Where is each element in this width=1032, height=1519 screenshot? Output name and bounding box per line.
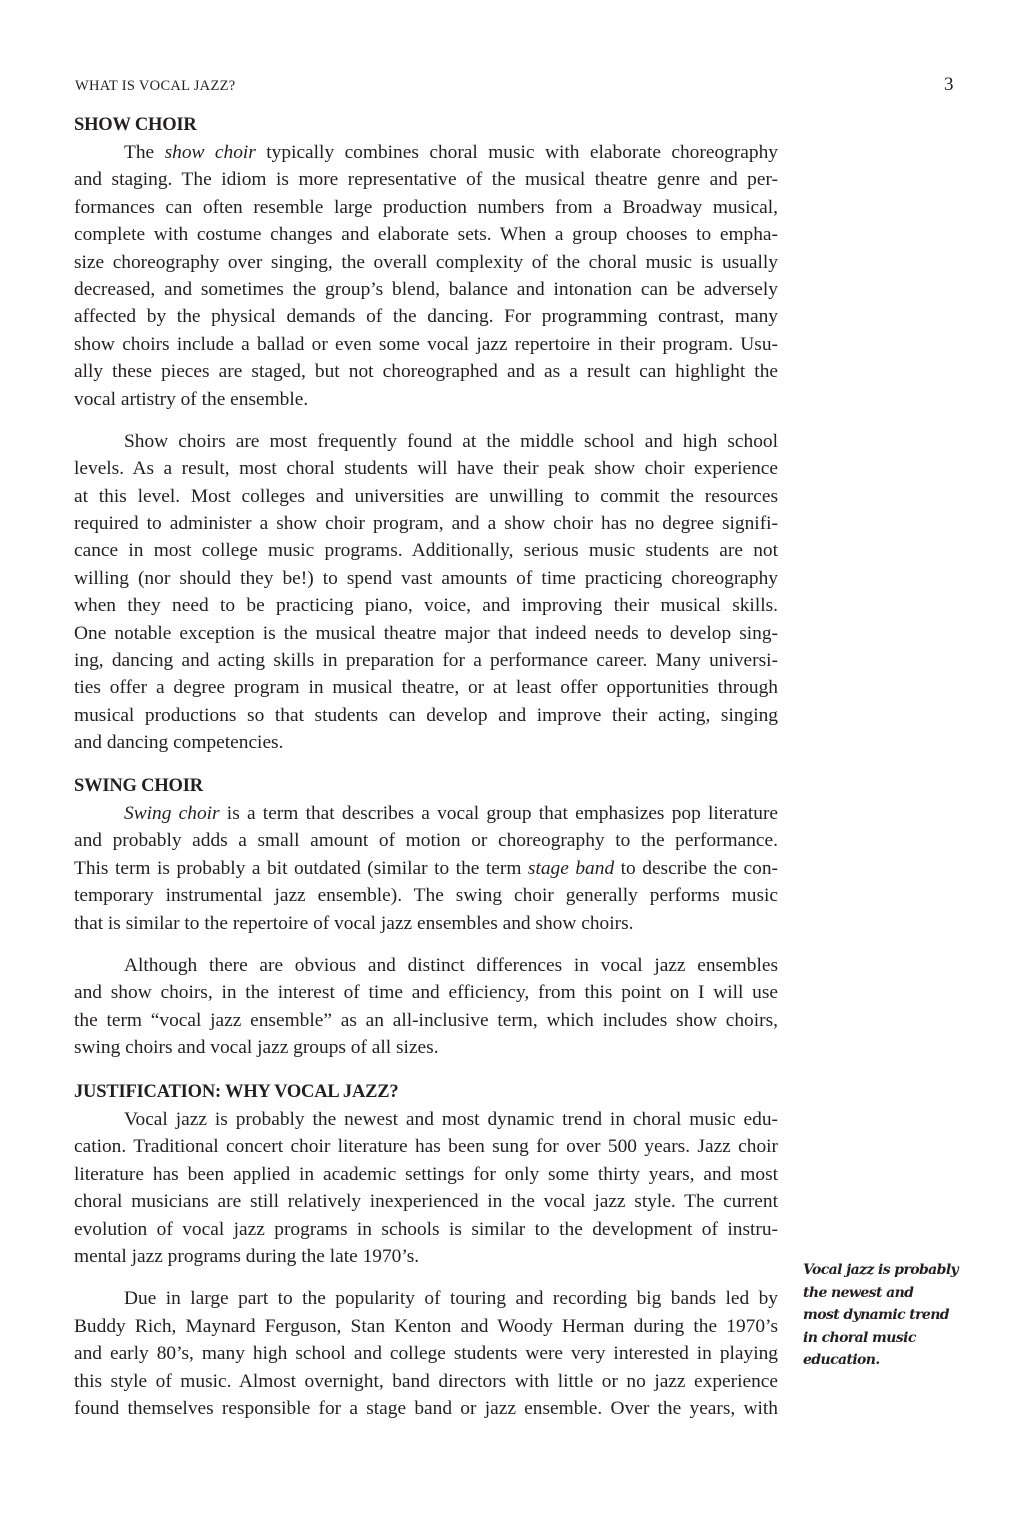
text-line [74, 1313, 778, 1340]
text-run: levels. As a result, most choral students will have their peak show choir experience [74, 458, 778, 480]
text-run: vocal artistry of the ensemble. [74, 388, 309, 410]
italic-term: show choir [164, 142, 256, 163]
text-run: complete with costume changes and elaborate sets. When a group chooses to empha- [74, 224, 778, 246]
paragraph [74, 952, 778, 1062]
page-number: 3 [944, 74, 954, 95]
section-justification [74, 1079, 778, 1422]
text-run: at this level. Most colleges and universities are unwilling to commit the resources [74, 485, 778, 507]
text-line [74, 1368, 778, 1395]
text-line [74, 358, 778, 385]
text-line [74, 647, 778, 674]
text-line [74, 1395, 778, 1422]
text-line [74, 166, 778, 193]
text-run: formances can often resemble large production numbers from a Broadway musical, [74, 196, 778, 218]
text-line [74, 952, 778, 979]
paragraph [74, 1285, 778, 1422]
text-line [74, 331, 778, 358]
text-line [74, 1007, 778, 1034]
text-line [74, 455, 778, 482]
section-heading: SHOW CHOIR [74, 115, 197, 135]
paragraph [74, 139, 778, 413]
paragraph [74, 800, 778, 937]
text-run: cance in most college music programs. Additionally, serious music students are not [74, 540, 778, 562]
text-run: musical productions so that students can develop and improve their acting, singing [74, 704, 778, 726]
text-line [74, 1106, 778, 1133]
text-line [74, 855, 778, 882]
text-line [74, 428, 778, 455]
text-run: The [124, 142, 165, 163]
text-run: size choreography over singing, the overall complexity of the choral music is usually [74, 251, 778, 273]
text-line [74, 194, 778, 221]
text-run: and probably adds a small amount of motion or choreography to the performance. [74, 830, 778, 852]
text-run: and early 80’s, many high school and college students were very interested in playing [74, 1343, 778, 1365]
text-line [74, 303, 778, 330]
text-run: Buddy Rich, Maynard Ferguson, Stan Kenton and Woody Herman during the 1970’s [74, 1315, 778, 1337]
text-line [74, 1216, 778, 1243]
text-line [74, 139, 778, 166]
text-line [74, 702, 778, 729]
text-run: typically combines choral music with elaborate choreography [255, 142, 778, 163]
text-line [74, 1161, 778, 1188]
section-show-choir [74, 112, 778, 757]
text-line [74, 1285, 778, 1312]
text-run: ally these pieces are staged, but not choreographed and as a result can highlight the [74, 361, 778, 383]
text-run: show choirs include a ballad or even some vocal jazz repertoire in their program. Usu- [74, 333, 778, 355]
paragraph [74, 1106, 778, 1270]
section-heading: JUSTIFICATION: WHY VOCAL JAZZ? [74, 1082, 399, 1102]
text-run: ties offer a degree program in musical theatre, or at least offer opportunities through [74, 677, 778, 699]
text-line [74, 620, 778, 647]
text-line [74, 565, 778, 592]
text-line [74, 1133, 778, 1160]
text-run: to describe the con- [614, 857, 779, 879]
text-run: evolution of vocal jazz programs in schools is similar to the development of instru- [74, 1218, 778, 1240]
text-run: and show choirs, in the interest of time and efficiency, from this point on I will use [74, 982, 778, 1004]
text-line [74, 1243, 778, 1270]
pull-quote-line: the newest and [803, 1284, 914, 1301]
text-line [74, 510, 778, 537]
text-line [74, 729, 778, 756]
text-run: is a term that describes a vocal group that emphasizes pop literature [219, 803, 779, 824]
text-run: and staging. The idiom is more representative of the musical theatre genre and per- [74, 169, 778, 191]
text-line [74, 910, 778, 937]
text-run: choral musicians are still relatively inexperienced in the vocal jazz style. The current [74, 1191, 778, 1213]
text-line [74, 979, 778, 1006]
text-line [74, 249, 778, 276]
text-line [74, 221, 778, 248]
text-line [74, 1188, 778, 1215]
text-run: Vocal jazz is probably the newest and most dynamic trend in choral music edu- [124, 1109, 778, 1130]
paragraph [74, 428, 778, 757]
pull-quote-line: Vocal jazz is probably [803, 1262, 959, 1278]
text-run: and dancing competencies. [74, 732, 284, 754]
text-run: decreased, and sometimes the group’s blend, balance and intonation can be adversely [74, 278, 778, 300]
pull-quote [803, 1259, 963, 1372]
text-run: that is similar to the repertoire of vocal jazz ensembles and show choirs. [74, 912, 634, 934]
text-line [74, 882, 778, 909]
pull-quote-line: education. [803, 1352, 880, 1368]
italic-term: Swing choir [124, 803, 220, 824]
text-line [74, 483, 778, 510]
text-run: required to administer a show choir program, and a show choir has no degree signifi- [74, 513, 778, 535]
text-run: This term is probably a bit outdated (similar to the term [74, 857, 528, 879]
text-run: cation. Traditional concert choir literature has been sung for over 500 years. Jazz choir [74, 1136, 778, 1158]
text-run: Although there are obvious and distinct differences in vocal jazz ensembles [124, 954, 778, 976]
text-run: the term “vocal jazz ensemble” as an all-inclusive term, which includes show choirs, [74, 1009, 778, 1031]
text-run: ing, dancing and acting skills in preparation for a performance career. Many universi- [74, 650, 778, 672]
pull-quote-line: most dynamic trend [803, 1307, 949, 1323]
running-head: WHAT IS VOCAL JAZZ? [75, 78, 236, 94]
text-line [74, 386, 778, 413]
text-line [74, 276, 778, 303]
text-run: Show choirs are most frequently found at the middle school and high school [124, 430, 778, 452]
section-heading: SWING CHOIR [74, 776, 203, 796]
pull-quote-line: in choral music [803, 1329, 916, 1346]
text-run: One notable exception is the musical theatre major that indeed needs to develop sing- [74, 622, 778, 644]
text-run: this style of music. Almost overnight, band directors with little or no jazz experience [74, 1370, 778, 1392]
text-line [74, 674, 778, 701]
text-run: affected by the physical demands of the dancing. For programming contrast, many [74, 306, 778, 328]
text-run: literature has been applied in academic settings for only some thirty years, and most [74, 1163, 778, 1185]
text-run: willing (nor should they be!) to spend vast amounts of time practicing choreography [74, 567, 778, 589]
section-swing-choir [74, 773, 778, 1062]
text-line [74, 1034, 778, 1061]
text-run: swing choirs and vocal jazz groups of all sizes. [74, 1037, 439, 1059]
text-run: when they need to be practicing piano, voice, and improving their musical skills. [74, 595, 778, 617]
italic-term: stage band [527, 857, 615, 879]
text-run: mental jazz programs during the late 1970’s. [74, 1245, 420, 1267]
text-line [74, 800, 778, 827]
text-line [74, 1340, 778, 1367]
text-line [74, 827, 778, 854]
text-line [74, 592, 778, 619]
text-run: temporary instrumental jazz ensemble). The swing choir generally performs music [74, 885, 778, 907]
text-run: found themselves responsible for a stage band or jazz ensemble. Over the years, with [74, 1397, 778, 1419]
text-run: Due in large part to the popularity of touring and recording big bands led by [124, 1288, 778, 1310]
text-line [74, 537, 778, 564]
